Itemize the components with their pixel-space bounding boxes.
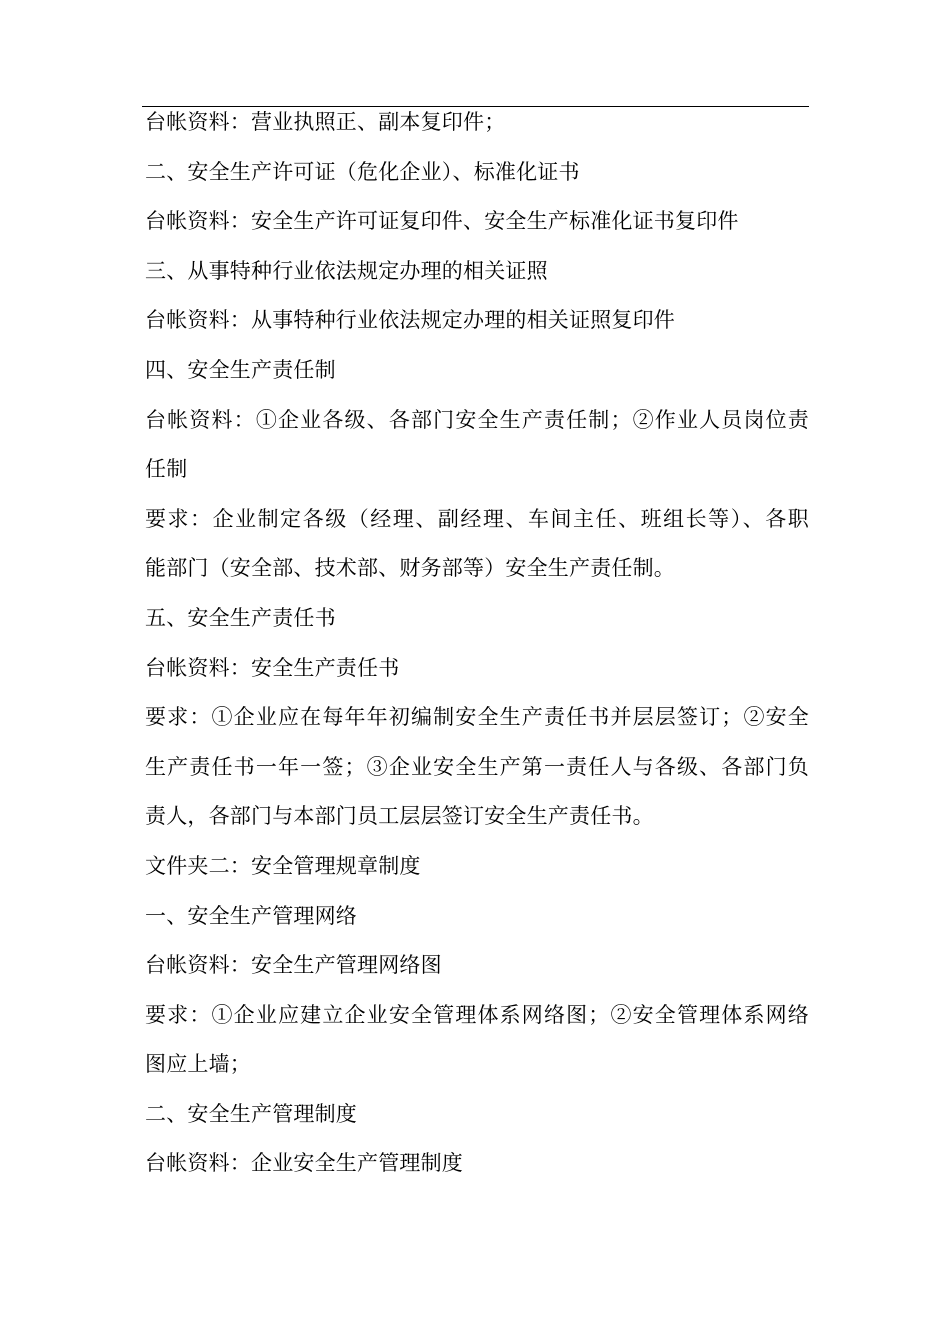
text-line: 台帐资料：从事特种行业依法规定办理的相关证照复印件	[145, 308, 675, 333]
text-line: 能部门（安全部、技术部、财务部等）安全生产责任制。	[145, 556, 675, 581]
text-line: 责人，各部门与本部门员工层层签订安全生产责任书。	[145, 804, 654, 829]
text-line: 台帐资料：企业安全生产管理制度	[145, 1151, 463, 1176]
section-heading: 五、安全生产责任书	[145, 605, 336, 630]
folder-heading: 文件夹二：安全管理规章制度	[145, 853, 421, 878]
text-line: 要求：①企业应建立企业安全管理体系网络图；②安全管理体系网络	[145, 1002, 809, 1027]
text-line: 台帐资料：安全生产管理网络图	[145, 953, 442, 978]
text-line: 台帐资料：营业执照正、副本复印件；	[145, 110, 506, 134]
section-heading: 二、安全生产管理制度	[145, 1101, 357, 1126]
header-rule	[142, 106, 809, 107]
text-line: 台帐资料：①企业各级、各部门安全生产责任制；②作业人员岗位责	[145, 407, 809, 432]
section-heading: 二、安全生产许可证（危化企业）、标准化证书	[145, 159, 580, 184]
text-line: 要求：①企业应在每年年初编制安全生产责任书并层层签订；②安全	[145, 705, 809, 730]
text-line: 图应上墙；	[145, 1052, 251, 1077]
text-line: 台帐资料：安全生产责任书	[145, 655, 400, 680]
document-body	[145, 110, 809, 1201]
text-line: 生产责任书一年一签；③企业安全生产第一责任人与各级、各部门负	[145, 754, 809, 779]
text-line: 要求：企业制定各级（经理、副经理、车间主任、班组长等）、各职	[145, 506, 809, 531]
section-heading: 四、安全生产责任制	[145, 357, 336, 382]
section-heading: 一、安全生产管理网络	[145, 903, 357, 928]
section-heading: 三、从事特种行业依法规定办理的相关证照	[145, 258, 548, 283]
text-line: 台帐资料：安全生产许可证复印件、安全生产标准化证书复印件	[145, 209, 739, 234]
text-line: 任制	[145, 457, 188, 482]
